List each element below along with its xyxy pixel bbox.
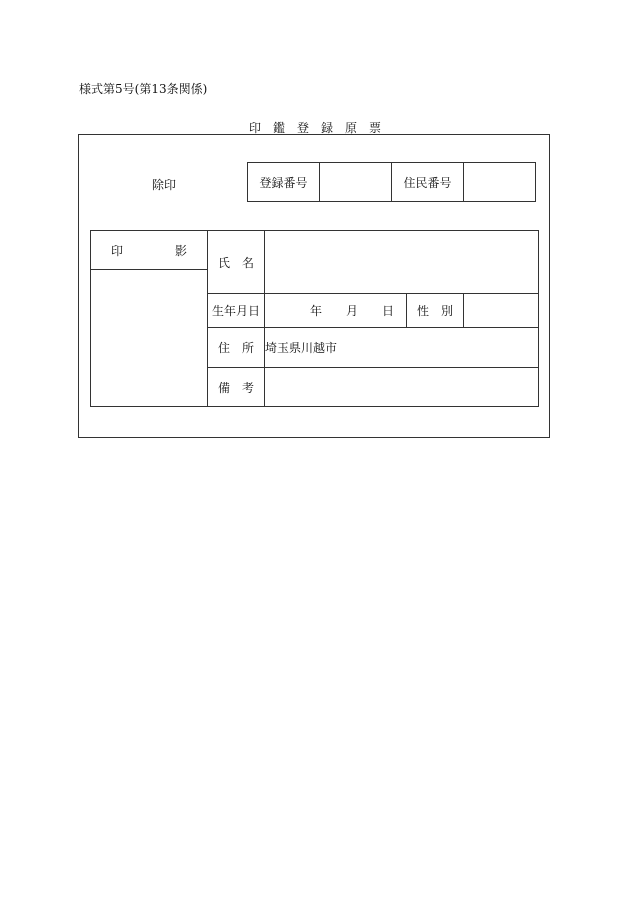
- seal-removal-label: 除印: [152, 178, 177, 192]
- month-label: 月: [345, 304, 358, 318]
- seal-image-header: [91, 231, 208, 270]
- seal-impression-area: [91, 270, 208, 407]
- title-char: 録: [321, 121, 334, 135]
- birthdate-label: 生年月日: [208, 294, 265, 328]
- title-char: 印: [248, 121, 261, 135]
- title-char: 原: [345, 121, 358, 135]
- remarks-field[interactable]: [265, 368, 539, 407]
- sex-label: 性 別: [407, 294, 464, 328]
- seal-label-2: 影: [175, 243, 188, 258]
- title-char: 鑑: [272, 121, 285, 135]
- year-label: 年: [309, 304, 322, 318]
- address-field[interactable]: 埼玉県川越市: [265, 328, 539, 368]
- seal-label-1: 印: [110, 243, 123, 258]
- title-char: 登: [296, 121, 309, 135]
- sex-field[interactable]: [464, 294, 539, 328]
- registrant-table: [90, 230, 539, 407]
- title-char: 票: [369, 121, 382, 135]
- form-number-label: 様式第5号(第13条関係): [79, 82, 208, 96]
- birthdate-field[interactable]: [265, 294, 407, 328]
- name-field[interactable]: [265, 231, 539, 294]
- name-label: 氏 名: [208, 231, 265, 294]
- reg-number-label: 登録番号: [248, 163, 320, 202]
- reg-number-field[interactable]: [320, 163, 392, 202]
- resident-number-label: 住民番号: [392, 163, 464, 202]
- resident-number-field[interactable]: [464, 163, 536, 202]
- address-label: 住 所: [208, 328, 265, 368]
- day-label: 日: [381, 304, 394, 318]
- registration-table: [247, 162, 536, 202]
- remarks-label: 備 考: [208, 368, 265, 407]
